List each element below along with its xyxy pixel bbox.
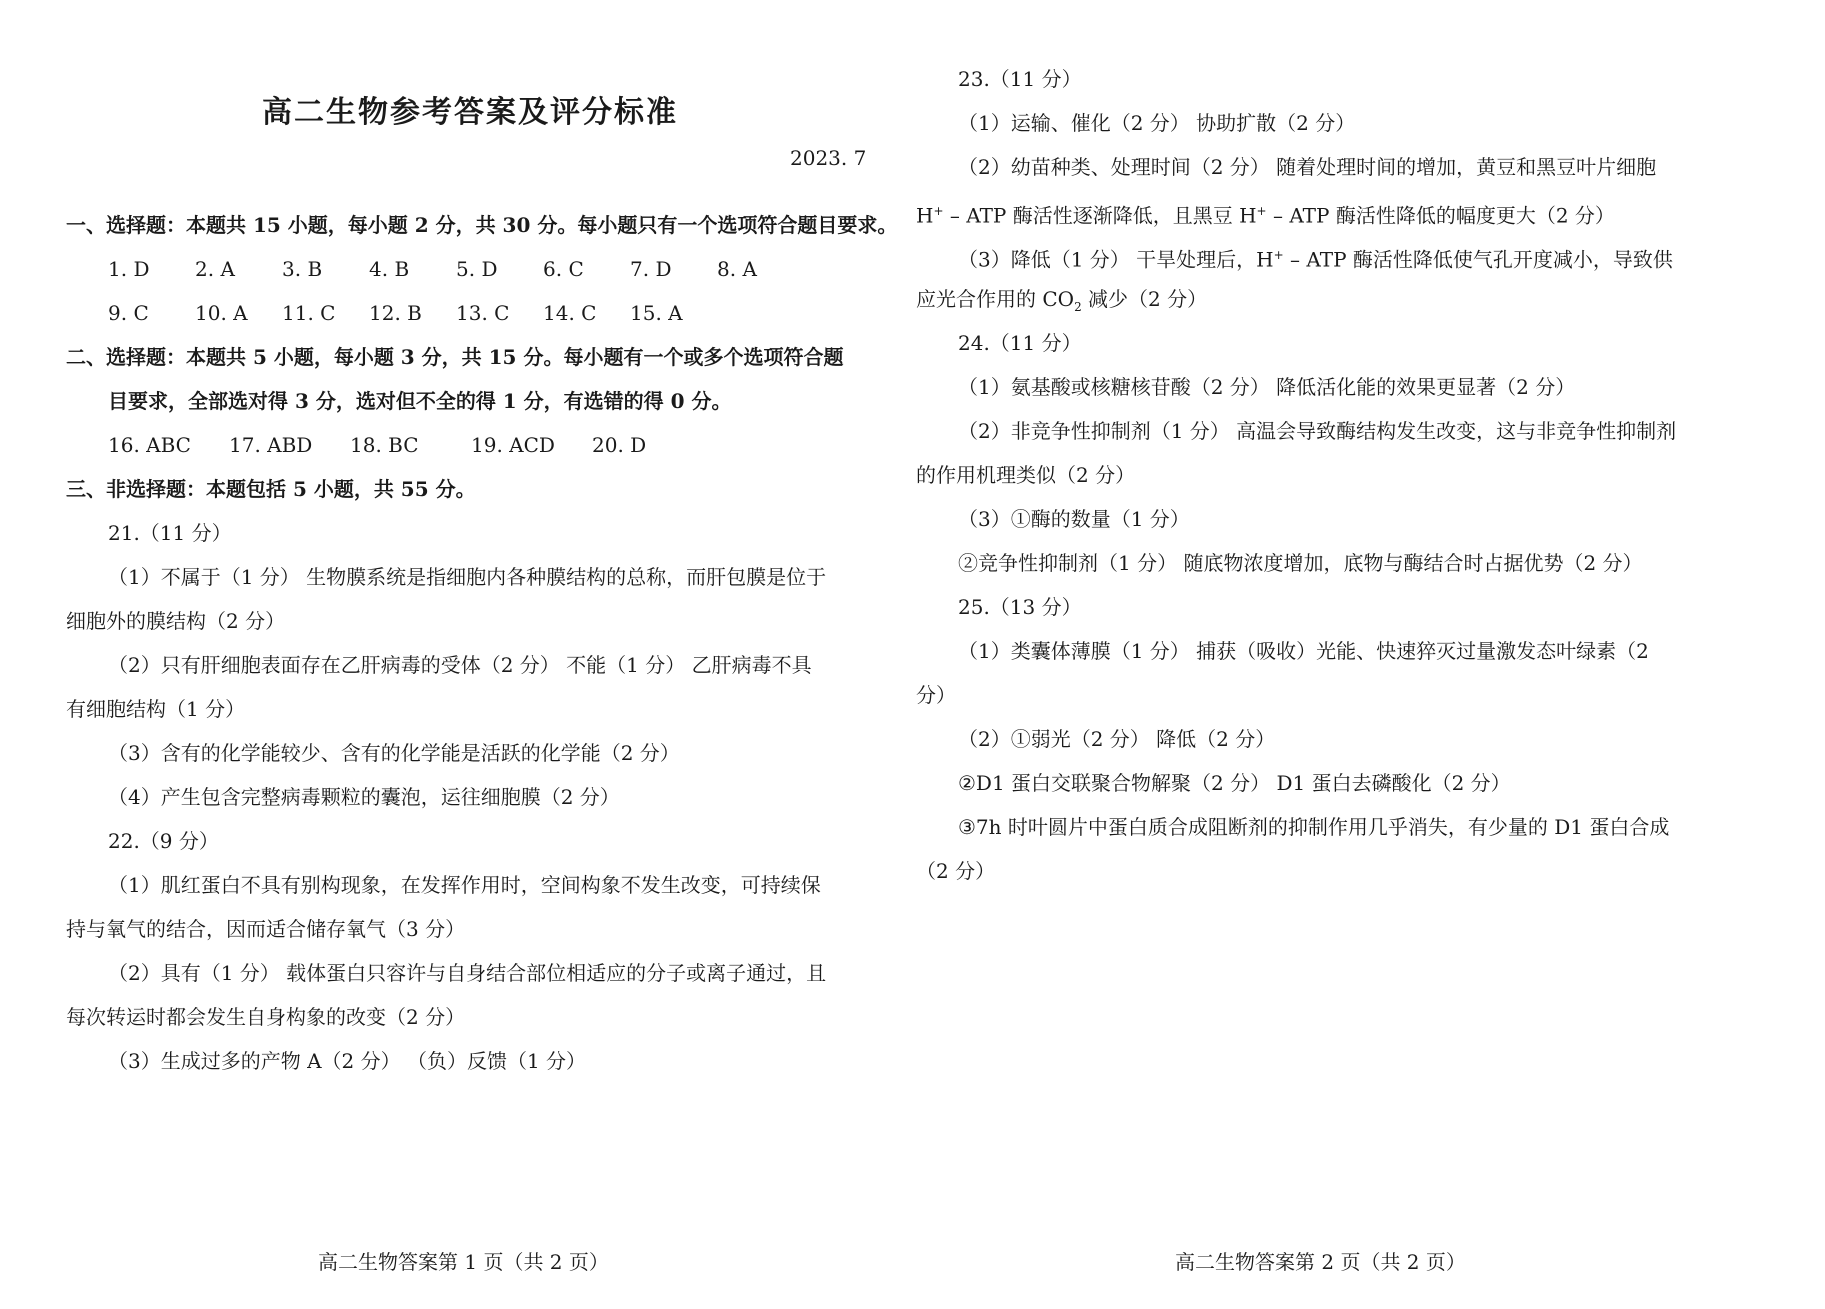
q25-line: （2 分） — [916, 859, 996, 883]
q25-heading: 25.（13 分） — [958, 595, 1082, 619]
page-2-footer: 高二生物答案第 2 页（共 2 页） — [1175, 1250, 1466, 1274]
answer-20: 20. D — [592, 433, 647, 457]
q25-line: （2）①弱光（2 分） 降低（2 分） — [958, 727, 1276, 751]
answer-1: 1. D — [108, 257, 150, 281]
q23-line — [958, 242, 1673, 273]
q24-heading: 24.（11 分） — [958, 331, 1082, 355]
q21-line: （2）只有肝细胞表面存在乙肝病毒的受体（2 分） 不能（1 分） 乙肝病毒不具 — [108, 653, 812, 677]
answer-9: 9. C — [108, 301, 149, 325]
answer-6: 6. C — [543, 257, 584, 281]
answer-12: 12. B — [369, 301, 422, 325]
q21-line: （4）产生包含完整病毒颗粒的囊泡，运往细胞膜（2 分） — [108, 785, 620, 809]
answer-13: 13. C — [456, 301, 510, 325]
text: – ATP 酶活性降低的幅度更大（2 分） — [1266, 203, 1615, 228]
answer-15: 15. A — [630, 301, 683, 325]
answer-17: 17. ABD — [229, 433, 313, 457]
text: – ATP 酶活性降低使气孔开度减小，导致供 — [1283, 247, 1673, 272]
q23-line: （1）运输、催化（2 分） 协助扩散（2 分） — [958, 111, 1356, 135]
q21-line: （3）含有的化学能较少、含有的化学能是活跃的化学能（2 分） — [108, 741, 680, 765]
date-label: 2023. 7 — [790, 146, 867, 170]
q24-line: 的作用机理类似（2 分） — [916, 463, 1136, 487]
answer-2: 2. A — [195, 257, 235, 281]
q25-line: ③7h 时叶圆片中蛋白质合成阻断剂的抑制作用几乎消失，有少量的 D1 蛋白合成 — [958, 815, 1670, 839]
page-1-footer: 高二生物答案第 1 页（共 2 页） — [318, 1250, 609, 1274]
q24-line: （3）①酶的数量（1 分） — [958, 507, 1190, 531]
q22-heading: 22.（9 分） — [108, 829, 219, 853]
section-2-heading: 二、选择题：本题共 5 小题，每小题 3 分，共 15 分。每小题有一个或多个选项符合题 — [66, 345, 844, 369]
q21-line: 有细胞结构（1 分） — [66, 697, 246, 721]
mc-answers-row-1 — [108, 256, 804, 282]
answer-10: 10. A — [195, 301, 248, 325]
answer-8: 8. A — [717, 257, 757, 281]
q22-line: （3）生成过多的产物 A（2 分） （负）反馈（1 分） — [108, 1049, 587, 1073]
q23-line: （2）幼苗种类、处理时间（2 分） 随着处理时间的增加，黄豆和黑豆叶片细胞 — [958, 155, 1657, 179]
answer-11: 11. C — [282, 301, 336, 325]
q22-line: 持与氧气的结合，因而适合储存氧气（3 分） — [66, 917, 466, 941]
q23-heading: 23.（11 分） — [958, 67, 1082, 91]
q23-line — [916, 286, 1207, 320]
mc-answers-row-2 — [108, 300, 717, 326]
text: 应光合作用的 CO — [916, 287, 1075, 311]
answer-3: 3. B — [282, 257, 323, 281]
q21-line: 细胞外的膜结构（2 分） — [66, 609, 286, 633]
section-2-heading-cont: 目要求，全部选对得 3 分，选对但不全的得 1 分，有选错的得 0 分。 — [108, 389, 732, 413]
section-3-heading: 三、非选择题：本题包括 5 小题，共 55 分。 — [66, 477, 476, 501]
superscript: + — [933, 204, 944, 218]
text: 减少（2 分） — [1081, 287, 1208, 311]
answer-4: 4. B — [369, 257, 410, 281]
q25-line: 分） — [916, 683, 956, 707]
answer-7: 7. D — [630, 257, 672, 281]
answer-19: 19. ACD — [471, 433, 555, 457]
q25-line: （1）类囊体薄膜（1 分） 捕获（吸收）光能、快速猝灭过量激发态叶绿素（2 — [958, 639, 1649, 663]
subscript: 2 — [1074, 300, 1082, 314]
text: – ATP 酶活性逐渐降低，且黑豆 H — [943, 203, 1257, 228]
section-1-heading: 一、选择题：本题共 15 小题，每小题 2 分，共 30 分。每小题只有一个选项符合题目要求。 — [66, 213, 898, 237]
text: H — [916, 203, 934, 228]
answer-14: 14. C — [543, 301, 597, 325]
text: （3）降低（1 分） 干旱处理后，H — [958, 247, 1274, 272]
page-title: 高二生物参考答案及评分标准 — [262, 95, 678, 130]
answer-16: 16. ABC — [108, 433, 191, 457]
q25-line: ②D1 蛋白交联聚合物解聚（2 分） D1 蛋白去磷酸化（2 分） — [958, 771, 1511, 795]
multi-answers-row — [108, 432, 713, 458]
q23-line — [916, 198, 1615, 229]
answer-18: 18. BC — [350, 433, 419, 457]
q21-line: （1）不属于（1 分） 生物膜系统是指细胞内各种膜结构的总称，而肝包膜是位于 — [108, 565, 827, 589]
q22-line: （2）具有（1 分） 载体蛋白只容许与自身结合部位相适应的分子或离子通过，且 — [108, 961, 827, 985]
q22-line: 每次转运时都会发生自身构象的改变（2 分） — [66, 1005, 466, 1029]
q24-line: （2）非竞争性抑制剂（1 分） 高温会导致酶结构发生改变，这与非竞争性抑制剂 — [958, 419, 1677, 443]
q21-heading: 21.（11 分） — [108, 521, 232, 545]
q24-line: （1）氨基酸或核糖核苷酸（2 分） 降低活化能的效果更显著（2 分） — [958, 375, 1576, 399]
superscript: + — [1273, 248, 1284, 262]
q22-line: （1）肌红蛋白不具有别构现象，在发挥作用时，空间构象不发生改变，可持续保 — [108, 873, 821, 897]
superscript: + — [1256, 204, 1267, 218]
answer-5: 5. D — [456, 257, 498, 281]
q24-line: ②竞争性抑制剂（1 分） 随底物浓度增加，底物与酶结合时占据优势（2 分） — [958, 551, 1643, 575]
